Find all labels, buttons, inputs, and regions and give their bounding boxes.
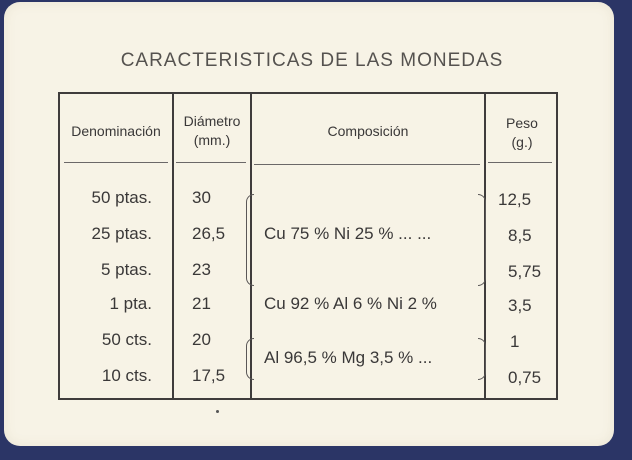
header-composicion: Composición <box>327 123 409 139</box>
group-bracket <box>246 338 254 380</box>
header-rule <box>176 162 246 163</box>
denominacion-cell: 5 ptas. <box>100 260 152 279</box>
header-rule <box>488 162 552 163</box>
diametro-cell: 26,5 <box>192 224 226 243</box>
group-bracket <box>478 338 486 380</box>
header-denominacion: Denominación <box>71 123 161 139</box>
denominacion-cell: 50 ptas. <box>91 188 152 207</box>
header-peso <box>486 114 558 152</box>
peso-cell: 0,75 <box>508 368 542 387</box>
diametro-cell: 17,5 <box>192 366 226 385</box>
coin-table <box>58 92 558 400</box>
composicion-cell: Cu 92 % Al 6 % Ni 2 % <box>264 294 437 313</box>
diametro-cell: 30 <box>192 188 211 207</box>
composicion-cell: Al 96,5 % Mg 3,5 % ... <box>264 348 433 367</box>
group-bracket <box>478 194 486 286</box>
peso-cell: 3,5 <box>508 296 532 315</box>
denominacion-cell: 50 cts. <box>101 330 152 349</box>
header-peso-label: Peso <box>506 115 538 131</box>
peso-cell: 8,5 <box>508 226 532 245</box>
header-rule <box>64 162 168 163</box>
header-diametro-label: Diámetro <box>183 113 241 129</box>
diametro-cell: 21 <box>192 294 211 313</box>
peso-cell: 5,75 <box>508 262 542 281</box>
peso-cell: 1 <box>510 332 520 351</box>
denominacion-cell: 1 pta. <box>109 294 152 313</box>
composicion-cell: Cu 75 % Ni 25 % ... ... <box>264 224 432 243</box>
print-speck <box>216 410 219 413</box>
header-diametro-unit: (mm.) <box>193 132 231 148</box>
denominacion-cell: 10 cts. <box>101 366 152 385</box>
coin-characteristics-card <box>4 2 614 446</box>
diametro-cell: 20 <box>192 330 211 349</box>
peso-cell: 12,5 <box>498 190 532 209</box>
diametro-cell: 23 <box>192 260 211 279</box>
group-bracket <box>246 194 254 286</box>
page-title: CARACTERISTICAS DE LAS MONEDAS <box>120 50 504 71</box>
header-diametro <box>172 112 252 150</box>
header-peso-unit: (g.) <box>511 134 533 150</box>
denominacion-cell: 25 ptas. <box>91 224 152 243</box>
header-rule <box>254 164 480 165</box>
